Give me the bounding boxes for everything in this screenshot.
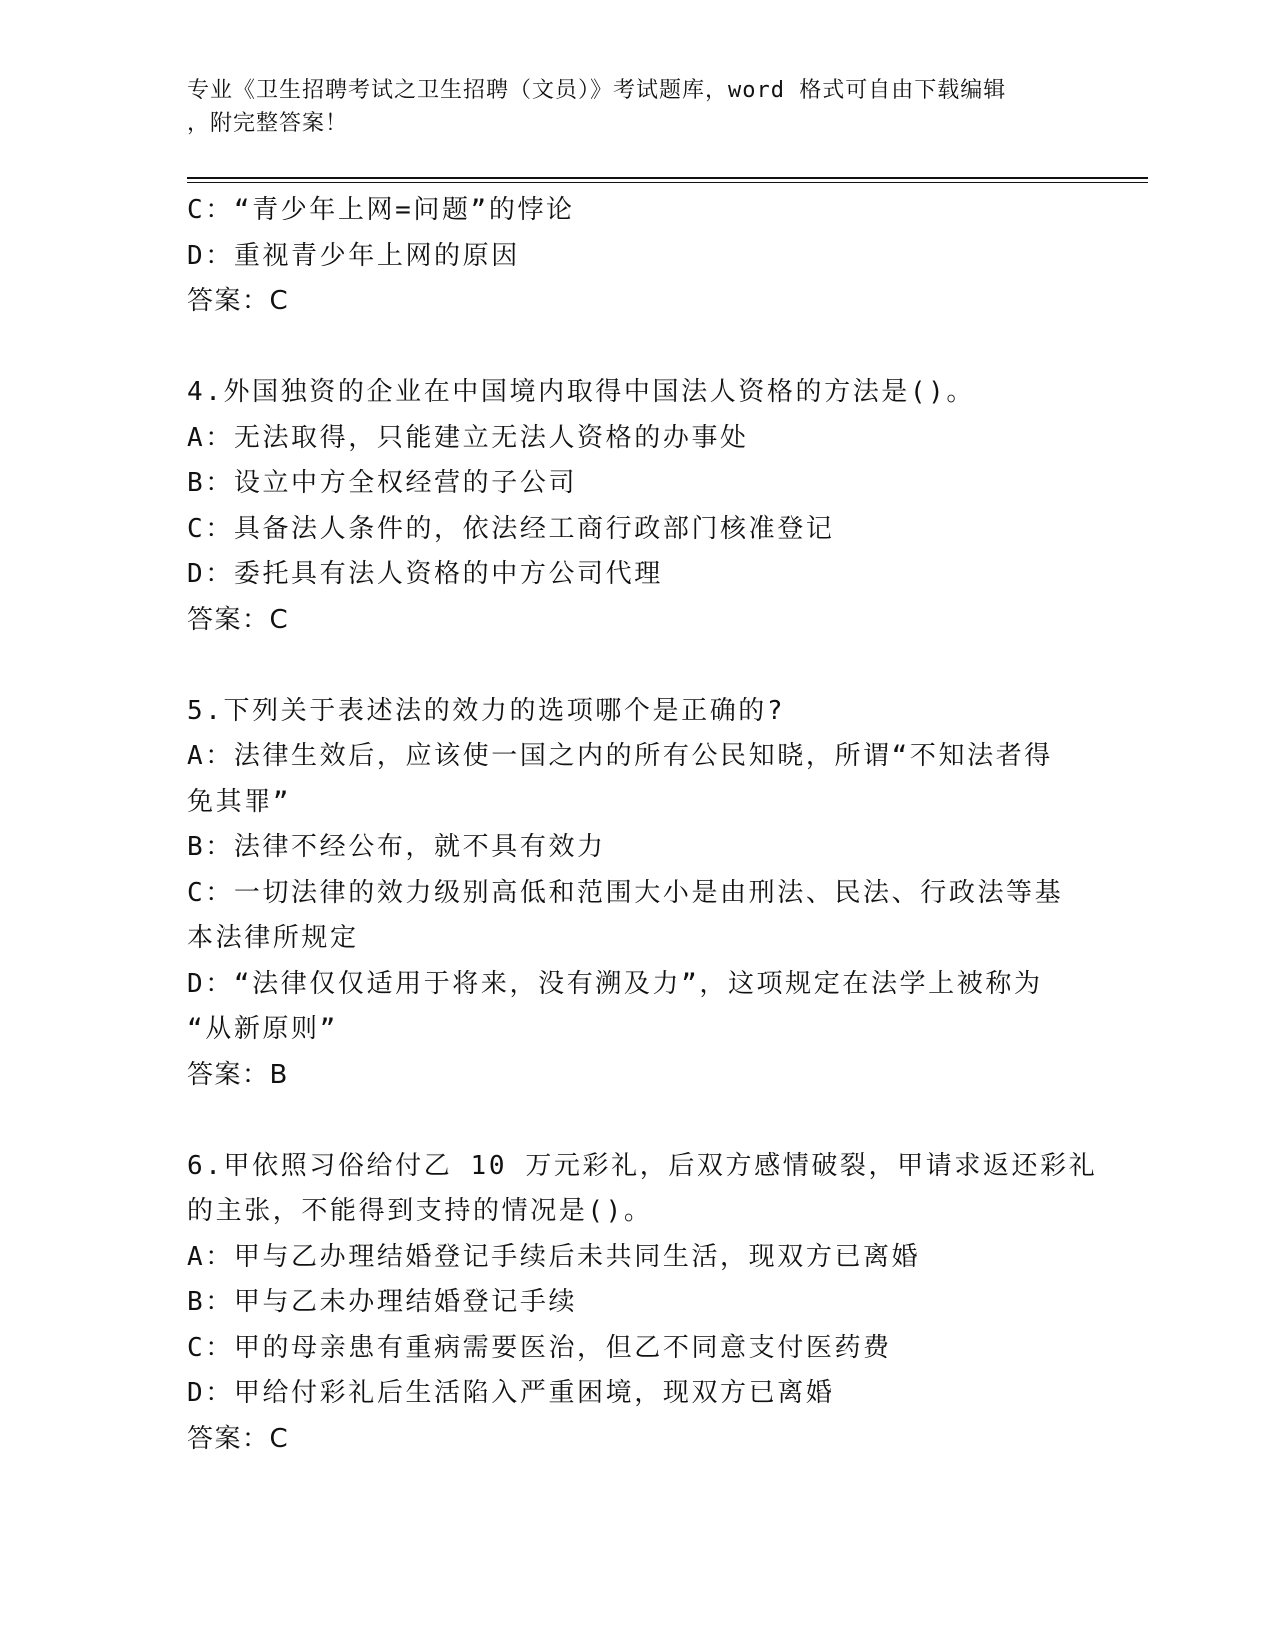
header-line-1: 专业《卫生招聘考试之卫生招聘（文员）》考试题库，word 格式可自由下载编辑 bbox=[187, 78, 1007, 103]
q3-option-d: D：重视青少年上网的原因 bbox=[187, 240, 520, 271]
header-divider-thick bbox=[187, 177, 1148, 179]
spacer bbox=[187, 1098, 1077, 1144]
q5-option-d-line-1: D：“法律仅仅适用于将来，没有溯及力”，这项规定在法学上被称为 bbox=[187, 968, 1043, 999]
spacer bbox=[187, 643, 1077, 689]
q5-option-a-line-1: A：法律生效后，应该使一国之内的所有公民知晓，所谓“不知法者得 bbox=[187, 741, 1053, 771]
q5-option-c-line-1: C：一切法律的效力级别高低和范围大小是由刑法、民法、行政法等基 bbox=[187, 877, 1064, 908]
q5-option-c-line-2: 本法律所规定 bbox=[187, 923, 359, 953]
q6-stem-line-2: 的主张，不能得到支持的情况是()。 bbox=[187, 1196, 653, 1226]
q5-option-a-line-2: 免其罪” bbox=[187, 786, 292, 817]
header-divider-thin bbox=[187, 182, 1148, 183]
q4-option-d: D：委托具有法人资格的中方公司代理 bbox=[187, 559, 663, 589]
spacer bbox=[187, 325, 1077, 371]
question-list bbox=[187, 188, 1098, 1462]
q4-option-b: B：设立中方全权经营的子公司 bbox=[187, 468, 578, 498]
q6-answer: 答案：C bbox=[187, 1423, 290, 1454]
q3-answer: 答案：C bbox=[187, 286, 290, 316]
q4-answer: 答案：C bbox=[187, 604, 290, 635]
q5-stem: 5.下列关于表述法的效力的选项哪个是正确的? bbox=[187, 695, 786, 726]
q6-stem-line-1: 6.甲依照习俗给付乙 10 万元彩礼，后双方感情破裂，甲请求返还彩礼 bbox=[187, 1150, 1098, 1181]
q3-option-c: C：“青少年上网=问题”的悖论 bbox=[187, 195, 575, 225]
q4-option-c: C：具备法人条件的，依法经工商行政部门核准登记 bbox=[187, 513, 835, 544]
q5-option-d-line-2: “从新原则” bbox=[187, 1014, 338, 1044]
header-line-2: ，附完整答案！ bbox=[187, 111, 349, 136]
q5-answer: 答案：B bbox=[187, 1059, 289, 1090]
document-header bbox=[187, 74, 1067, 140]
q6-option-c: C：甲的母亲患有重病需要医治，但乙不同意支付医药费 bbox=[187, 1332, 892, 1363]
q6-option-d: D：甲给付彩礼后生活陷入严重困境，现双方已离婚 bbox=[187, 1378, 835, 1408]
q5-option-b: B：法律不经公布，就不具有效力 bbox=[187, 832, 606, 862]
q6-option-a: A：甲与乙办理结婚登记手续后未共同生活，现双方已离婚 bbox=[187, 1241, 921, 1272]
q6-option-b: B：甲与乙未办理结婚登记手续 bbox=[187, 1287, 578, 1317]
q4-option-a: A：无法取得，只能建立无法人资格的办事处 bbox=[187, 422, 749, 453]
q4-stem: 4.外国独资的企业在中国境内取得中国法人资格的方法是()。 bbox=[187, 377, 976, 407]
